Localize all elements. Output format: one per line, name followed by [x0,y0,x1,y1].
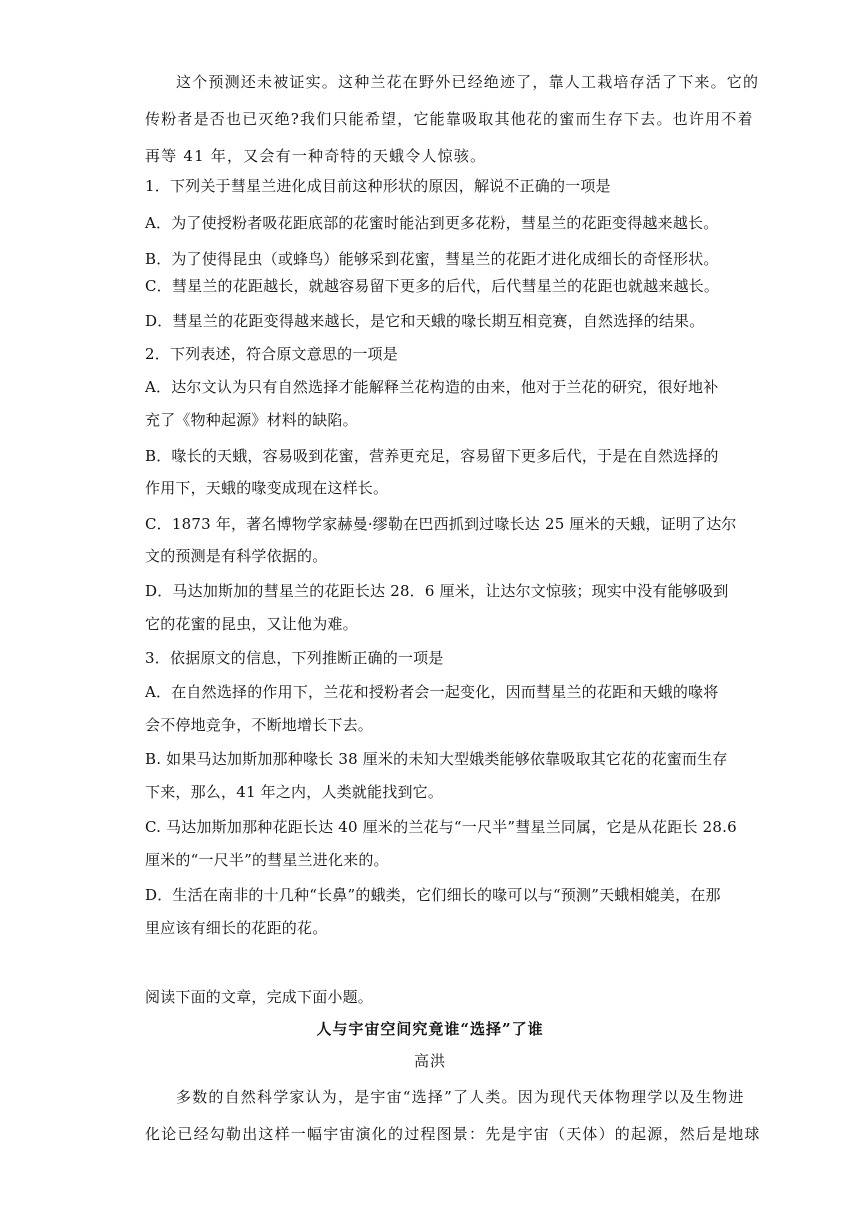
passage-line-3: 再等 41 年，又会有一种奇特的天蛾令人惊骇。 [145,147,487,165]
article-body-line-2: 化论已经勾勒出这样一幅宇宙演化的过程图景：先是宇宙（天体）的起源，然后是地球 [145,1125,761,1143]
question-2-option-a-line-1: A．达尔文认为只有自然选择才能解释兰花构造的由来，他对于兰花的研究，很好地补 [145,378,719,396]
question-2-option-c-line-2: 文的预测是有科学依据的。 [145,547,328,565]
question-2-option-b-line-2: 作用下，天蛾的喙变成现在这样长。 [145,479,389,497]
question-2-option-d-line-2: 它的花蜜的昆虫，又让他为难。 [145,615,358,633]
question-2-option-a-line-2: 充了《物种起源》材料的缺陷。 [145,411,358,429]
question-1-option-d: D．彗星兰的花距变得越来越长，是它和天蛾的喙长期互相竞赛，自然选择的结果。 [145,312,705,330]
article-body-line-1: 多数的自然科学家认为，是宇宙“选择”了人类。因为现代天体物理学以及生物进 [176,1088,745,1106]
article-title: 人与宇宙空间究竟谁“选择”了谁 [316,1020,544,1038]
question-1-option-b: B．为了使得昆虫（或蜂鸟）能够采到花蜜，彗星兰的花距才进化成细长的奇怪形状。 [145,250,719,268]
question-3-option-d-line-2: 里应该有细长的花距的花。 [145,919,328,937]
question-3-option-b-line-1: B. 如果马达加斯加那种喙长 38 厘米的未知大型娥类能够依靠吸取其它花的花蜜而生存 [145,750,728,768]
question-2-option-b-line-1: B．喙长的天蛾，容易吸到花蜜，营养更充足，容易留下更多后代，于是在自然选择的 [145,447,719,465]
passage-line-2: 传粉者是否也已灭绝?我们只能希望，它能靠吸取其他花的蜜而生存下去。也许用不着 [145,110,754,128]
question-3-option-b-line-2: 下来，那么，41 年之内，人类就能找到它。 [145,783,444,801]
question-1-option-a: A．为了使授粉者吸花距底部的花蜜时能沾到更多花粉，彗星兰的花距变得越来越长。 [145,214,719,232]
question-1-option-c: C．彗星兰的花距越长，就越容易留下更多的后代，后代彗星兰的花距也就越来越长。 [145,277,720,295]
question-2-stem: 2．下列表述，符合原文意思的一项是 [145,345,398,363]
article-author: 高洪 [413,1052,446,1070]
question-3-option-c-line-2: 厘米的“一尺半”的彗星兰进化来的。 [145,851,389,869]
question-3-option-a-line-2: 会不停地竞争，不断地增长下去。 [145,716,374,734]
question-3-option-a-line-1: A．在自然选择的作用下，兰花和授粉者会一起变化，因而彗星兰的花距和天蛾的喙将 [145,683,719,701]
passage-line-1: 这个预测还未被证实。这种兰花在野外已经绝迹了，靠人工栽培存活了下来。它的 [176,73,760,91]
question-1-stem: 1．下列关于彗星兰进化成目前这种形状的原因，解说不正确的一项是 [145,177,611,195]
question-2-option-c-line-1: C．1873 年，著名博物学家赫曼·缪勒在巴西抓到过喙长达 25 厘米的天蛾，证明了达尔 [145,515,737,533]
question-3-stem: 3．依据原文的信息，下列推断正确的一项是 [145,649,444,667]
question-2-option-d-line-1: D．马达加斯加的彗星兰的花距长达 28．6 厘米，让达尔文惊骇；现实中没有能够吸到 [145,582,729,600]
reading-instruction: 阅读下面的文章，完成下面小题。 [145,988,374,1006]
question-3-option-d-line-1: D．生活在南非的十几种“长鼻”的蛾类，它们细长的喙可以与“预测”天蛾相媲美，在那 [145,886,721,904]
question-3-option-c-line-1: C. 马达加斯加那种花距长达 40 厘米的兰花与“一尺半”彗星兰同属，它是从花距长 28.6 [145,818,737,836]
